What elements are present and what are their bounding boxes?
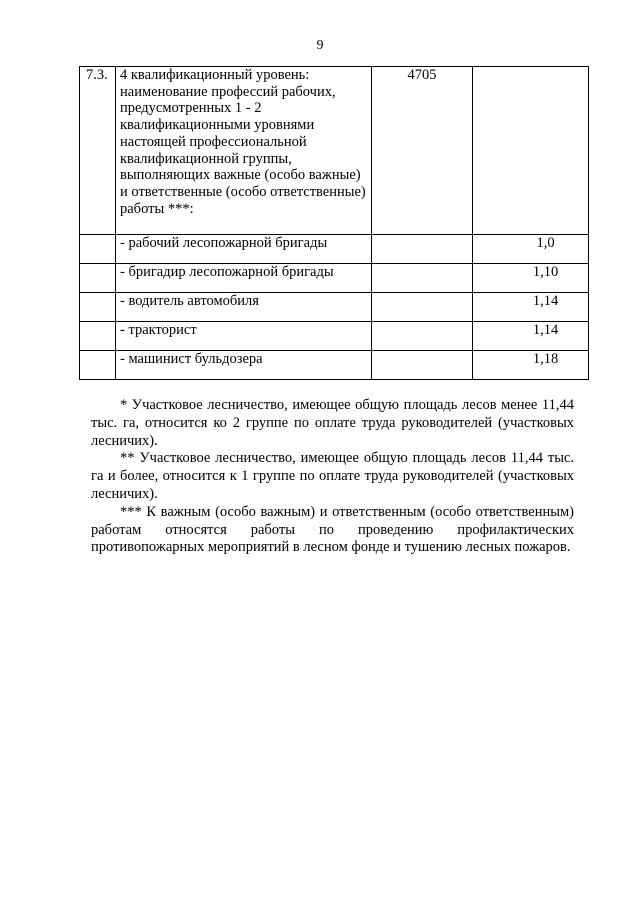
profession-name: - водитель автомобиля xyxy=(116,293,372,322)
row-number xyxy=(80,235,116,264)
coefficient xyxy=(473,67,589,235)
profession-name: - машинист бульдозера xyxy=(116,351,372,380)
profession-name: - бригадир лесопожарной бригады xyxy=(116,264,372,293)
salary-table xyxy=(79,66,589,380)
page-number: 9 xyxy=(316,38,324,53)
row-number: 7.3. xyxy=(80,67,116,235)
coefficient: 1,18 xyxy=(473,351,589,380)
coefficient: 1,10 xyxy=(473,264,589,293)
coefficient: 1,14 xyxy=(473,322,589,351)
base-salary xyxy=(372,264,473,293)
base-salary: 4705 xyxy=(372,67,473,235)
table-row xyxy=(80,264,589,293)
base-salary xyxy=(372,235,473,264)
base-salary xyxy=(372,293,473,322)
profession-name: - тракторист xyxy=(116,322,372,351)
qualification-level-description: 4 квалификационный уровень: наименование профессий рабочих, предусмотренных 1 - 2 квалификационными уровнями настоящей профессиональной квалификационной группы, выполняющих важные (особо важные) и ответственные (особо ответственные) работы ***: xyxy=(116,67,372,235)
row-number xyxy=(80,351,116,380)
row-number xyxy=(80,264,116,293)
table-row xyxy=(80,351,589,380)
table-row-group-header xyxy=(80,67,589,235)
footnote-2: ** Участковое лесничество, имеющее общую площадь лесов 11,44 тыс. га и более, относится к 1 группе по оплате труда руководителей (участковых лесничих). xyxy=(91,450,574,502)
footnote-3: *** К важным (особо важным) и ответственным (особо ответственным) работам относятся работы по проведению профилактических противопожарных мероприятий в лесном фонде и тушению лесных пожаров. xyxy=(91,503,574,556)
row-number xyxy=(80,293,116,322)
row-number xyxy=(80,322,116,351)
coefficient: 1,0 xyxy=(473,235,589,264)
table-row xyxy=(80,235,589,264)
base-salary xyxy=(372,322,473,351)
table-row xyxy=(80,322,589,351)
footnote-1: * Участковое лесничество, имеющее общую площадь лесов менее 11,44 тыс. га, относится ко 2 группе по оплате труда руководителей (участковых лесничих). xyxy=(91,397,574,449)
profession-name: - рабочий лесопожарной бригады xyxy=(116,235,372,264)
table-row xyxy=(80,293,589,322)
footnotes xyxy=(91,397,574,557)
coefficient: 1,14 xyxy=(473,293,589,322)
base-salary xyxy=(372,351,473,380)
